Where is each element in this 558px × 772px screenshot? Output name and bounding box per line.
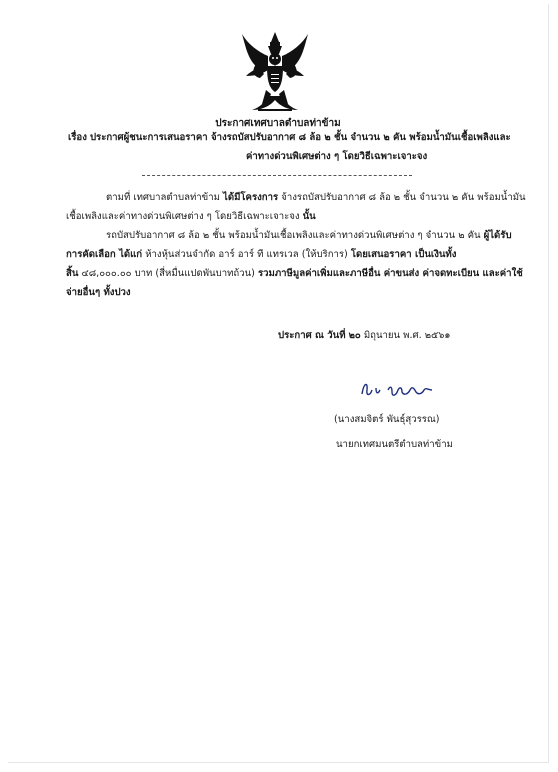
paragraph-2-line-3 bbox=[66, 268, 523, 280]
signer-position: นายกเทศมนตรีตำบลท่าข้าม bbox=[336, 439, 453, 450]
p1-end: นั้น bbox=[302, 211, 316, 222]
paragraph-2-line-4: จ่ายอื่นๆ ทั้งปวง bbox=[66, 287, 131, 298]
p2-line-1b: ผู้ได้รับ bbox=[483, 230, 512, 241]
p2-line-2a: การคัดเลือก ได้แก่ bbox=[66, 249, 143, 260]
p1-lead: ตามที่ bbox=[106, 192, 131, 203]
subject-text-1: ประกาศผู้ชนะการเสนอราคา จ้างรถบัสปรับอากาศ ๘ ล้อ ๒ ชั้น จำนวน ๒ คัน พร้อมน้ำมันเชื้อเพลิงและ bbox=[89, 132, 511, 143]
p1-rest-2: เชื้อเพลิงและค่าทางด่วนพิเศษต่าง ๆ โดยวิธีเฉพาะเจาะจง bbox=[66, 211, 300, 222]
signer-name: (นางสมจิตร์ พันธุ์สุวรรณ) bbox=[334, 414, 440, 425]
subject-line-2: ค่าทางด่วนพิเศษต่าง ๆ โดยวิธีเฉพาะเจาะจง bbox=[246, 151, 428, 162]
document-title: ประกาศเทศบาลตำบลท่าข้าม bbox=[215, 118, 341, 129]
announce-day: ๒๐ bbox=[348, 330, 361, 341]
announce-month-year: มิถุนายน พ.ศ. ๒๕๖๑ bbox=[363, 330, 451, 341]
paragraph-2-line-1 bbox=[106, 230, 512, 242]
paragraph-2-line-2 bbox=[66, 249, 456, 261]
announce-date bbox=[278, 330, 450, 342]
handwritten-signature bbox=[358, 378, 438, 402]
p2-line-3b: ๔๘,๐๐๐.๐๐ บาท (สี่หมื่นแปดพันบาทถ้วน) bbox=[81, 268, 255, 279]
document-page bbox=[8, 4, 549, 763]
p2-line-3a: สิ้น bbox=[66, 268, 79, 279]
paragraph-1-line-2 bbox=[66, 211, 316, 223]
subject-line-1 bbox=[68, 132, 511, 144]
subject-label: เรื่อง bbox=[68, 132, 87, 143]
p1-org: เทศบาลตำบลท่าข้าม bbox=[133, 192, 220, 203]
p2-line-2c: โดยเสนอราคา เป็นเงินทั้ง bbox=[350, 249, 457, 260]
p1-rest-1: จ้างรถบัสปรับอากาศ ๘ ล้อ ๒ ชั้น จำนวน ๒ คัน พร้อมน้ำมัน bbox=[281, 192, 526, 203]
p2-line-1a: รถบัสปรับอากาศ ๘ ล้อ ๒ ชั้น พร้อมน้ำมันเชื้อเพลิงและค่าทางด่วนพิเศษต่าง ๆ จำนวน ๒ คัน bbox=[106, 230, 481, 241]
separator-line bbox=[142, 175, 412, 176]
p2-line-2b: ห้างหุ้นส่วนจำกัด อาร์ อาร์ ที แทรเวล (ให้บริการ) bbox=[145, 249, 348, 260]
p2-line-3c: รวมภาษีมูลค่าเพิ่มและภาษีอื่น ค่าขนส่ง ค่าจดทะเบียน และค่าใช้ bbox=[257, 268, 523, 279]
p1-has: ได้มีโครงการ bbox=[223, 192, 279, 203]
garuda-emblem-icon bbox=[238, 30, 312, 112]
announce-label: ประกาศ ณ วันที่ bbox=[278, 330, 346, 341]
paragraph-1-line-1 bbox=[106, 192, 526, 204]
